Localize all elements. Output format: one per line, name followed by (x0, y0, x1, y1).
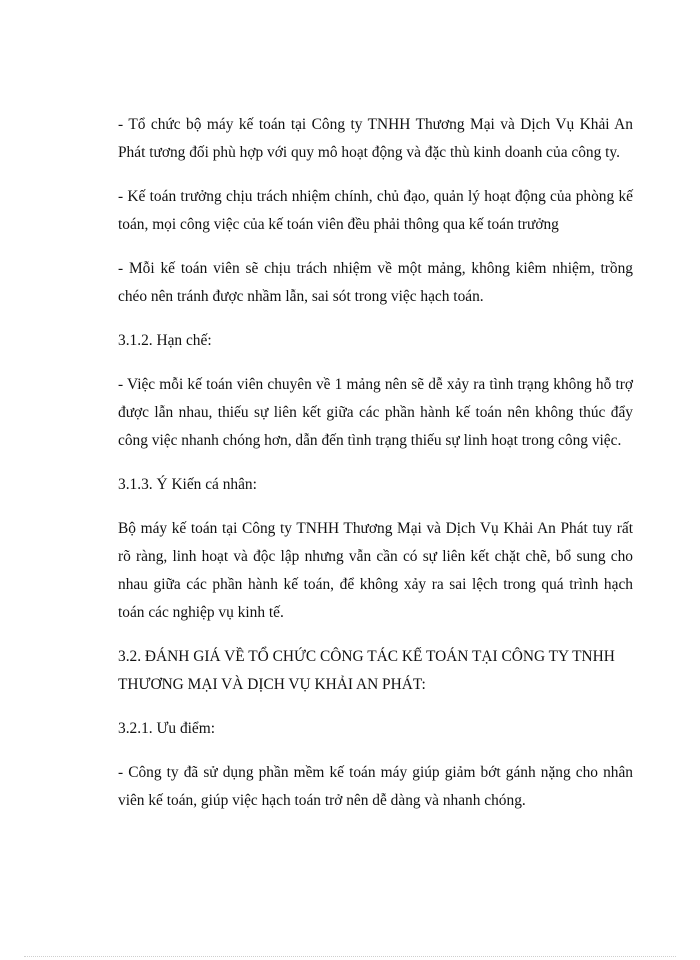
document-body (118, 111, 633, 831)
paragraph-org-structure: - Tổ chức bộ máy kế toán tại Công ty TNHH Thương Mại và Dịch Vụ Khải An Phát tương đối phù hợp với quy mô hoạt động và đặc thù kinh doanh của công ty. (118, 116, 633, 161)
paragraph-personal-opinion: Bộ máy kế toán tại Công ty TNHH Thương Mại và Dịch Vụ Khải An Phát tuy rất rõ ràng, linh hoạt và độc lập nhưng vẫn cần có sự liên kết chặt chẽ, bổ sung cho nhau giữa các phần hành kế toán, để không xảy ra sai lệch trong quá trình hạch toán các nghiệp vụ kinh tế. (118, 520, 633, 621)
paragraph-limitations: - Việc mỗi kế toán viên chuyên về 1 mảng nên sẽ dễ xảy ra tình trạng không hỗ trợ được lẫn nhau, thiếu sự liên kết giữa các phần hành kế toán nên không thúc đẩy công việc nhanh chóng hơn, dẫn đến tình trạng thiếu sự linh hoạt trong công việc. (118, 376, 633, 449)
paragraph-chief-accountant: - Kế toán trưởng chịu trách nhiệm chính, chủ đạo, quản lý hoạt động của phòng kế toán, mọi công việc của kế toán viên đều phải thông qua kế toán trưởng (118, 188, 633, 233)
page-bottom-divider (24, 956, 676, 957)
paragraph-advantages: - Công ty đã sử dụng phần mềm kế toán máy giúp giảm bớt gánh nặng cho nhân viên kế toán, giúp việc hạch toán trở nên dễ dàng và nhanh chóng. (118, 764, 633, 809)
heading-personal-opinion: 3.1.3. Ý Kiến cá nhân: (118, 476, 257, 493)
heading-section-3-2: 3.2. ĐÁNH GIÁ VỀ TỔ CHỨC CÔNG TÁC KẾ TOÁN TẠI CÔNG TY TNHH THƯƠNG MẠI VÀ DỊCH VỤ KHẢI AN PHÁT: (118, 648, 615, 693)
heading-advantages: 3.2.1. Ưu điểm: (118, 720, 216, 737)
paragraph-accountant-responsibility: - Mỗi kế toán viên sẽ chịu trách nhiệm về một mảng, không kiêm nhiệm, trồng chéo nên tránh được nhầm lẫn, sai sót trong việc hạch toán. (118, 260, 633, 305)
heading-limitations: 3.1.2. Hạn chế: (118, 332, 212, 349)
